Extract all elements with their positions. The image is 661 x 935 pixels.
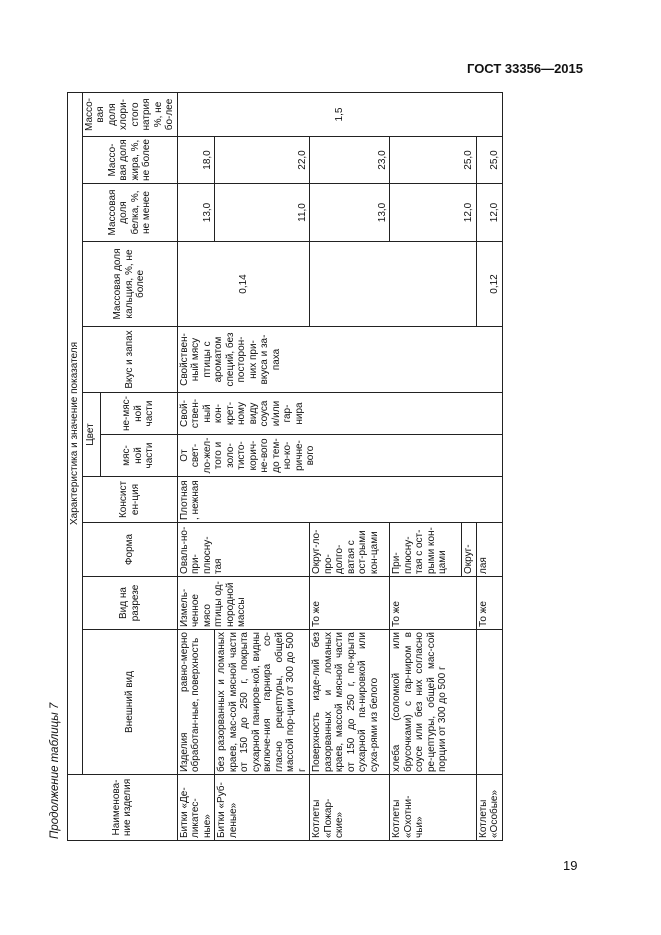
cell-shape: Оваль-но-при-плюсну-тая: [177, 523, 310, 577]
cell-consistency: Плотная, нежная: [177, 477, 502, 523]
header-shape: Форма: [82, 523, 177, 577]
cell-fat: 25,0: [476, 137, 502, 184]
cell-appearance-empty: [476, 630, 502, 775]
cell-calcium-empty: [310, 242, 477, 327]
cell-protein: 13,0: [177, 184, 215, 242]
cell-color-meat: От свет-ло-жел-того и золо-тисто-корич-не-вого до тем-но-ко-ричне-вого: [177, 435, 502, 477]
header-consistency: Консистен-ция: [82, 477, 177, 523]
header-name: Наименова-ние изделия: [68, 775, 178, 841]
cell-shape: лая: [476, 523, 502, 577]
header-color-meat: мяс-ной части: [100, 435, 177, 477]
cell-section: Измель-ченное мясо птицы од-нородной массы: [177, 577, 310, 630]
cell-shape: При-плюсну-тая с ост-рыми кон-цами: [390, 523, 462, 577]
cell-appearance: без разорванных и ломаных краев, мас-сой мясной части от 150 до 250 г, покрыта сухарной паниров-кой, видны включе-ния гарнира со-гласно рецептуры, общей массой пор-ции от 300 до 500 г: [215, 630, 310, 775]
cell-protein: 12,0: [390, 184, 477, 242]
header-salt: Массо-вая доля хлори-стого натрия %, не бо-лее: [82, 92, 177, 136]
cell-name: Котлеты «Пожар-ские»: [310, 775, 390, 841]
cell-protein: 13,0: [310, 184, 390, 242]
cell-shape: Округ-: [462, 523, 477, 577]
cell-color-nonmeat: Свой-ствен-ный кон-крет-ному виду соуса и/или гар-нира: [177, 393, 502, 435]
header-color-nonmeat: не-мяс-ной части: [100, 393, 177, 435]
table-caption: Продолжение таблицы 7: [49, 702, 61, 839]
cell-fat: 22,0: [215, 137, 310, 184]
cell-shape: Округ-ло-про-долго-ватая с ост-рыми кон-цами: [310, 523, 390, 577]
cell-salt: 1,5: [177, 92, 502, 136]
cell-name: Битки «Де-ликатес-ные»: [177, 775, 215, 841]
cell-section: То же: [310, 577, 390, 630]
header-calcium: Массовая доля кальция, %, не более: [82, 242, 177, 327]
cell-section: То же: [476, 577, 502, 630]
cell-fat: 23,0: [310, 137, 390, 184]
cell-section: То же: [390, 577, 477, 630]
cell-name: Битки «Руб-леные»: [215, 775, 310, 841]
header-color: Цвет: [82, 393, 100, 477]
cell-appearance: Поверхность изде-лий без разорванных и ломаных краев, массой мясной части от 150 до 250 г, по-крыта сухарной па-нировкой или суха-рями из белого: [310, 630, 390, 775]
cell-fat: 25,0: [390, 137, 477, 184]
page-number: 19: [563, 858, 578, 873]
cell-protein: 12,0: [476, 184, 502, 242]
header-taste: Вкус и запах: [82, 327, 177, 393]
cell-name: Котлеты «Особые»: [476, 775, 502, 841]
rotated-table-block: [45, 93, 557, 841]
cell-calcium: 0,12: [476, 242, 502, 327]
header-section: Вид на разрезе: [82, 577, 177, 630]
cell-appearance: Изделия равно-мерно обработан-ные, поверхность: [177, 630, 215, 775]
header-fat: Массо-вая доля жира, %, не более: [82, 137, 177, 184]
characteristics-table: [67, 92, 503, 841]
header-appearance: Внешний вид: [82, 630, 177, 775]
cell-fat: 18,0: [177, 137, 215, 184]
cell-protein: 11,0: [215, 184, 310, 242]
header-protein: Массовая доля белка, %, не менее: [82, 184, 177, 242]
header-group: Характеристика и значение показателя: [68, 92, 83, 774]
cell-name: Котлеты «Охотни-чьи»: [390, 775, 477, 841]
standard-number: ГОСТ 33356—2015: [467, 61, 583, 76]
cell-taste: Свойствен-ный мясу птицы с ароматом специй, без посторон-них при-вкуса и за-паха: [177, 327, 502, 393]
table-row: [177, 92, 215, 840]
cell-appearance: хлеба (соломкой или брусочками) с гар-ниром в соусе или без них согласно ре-цептуры, общей мас-сой порции от 300 до 500 г: [390, 630, 477, 775]
cell-calcium: 0,14: [177, 242, 310, 327]
